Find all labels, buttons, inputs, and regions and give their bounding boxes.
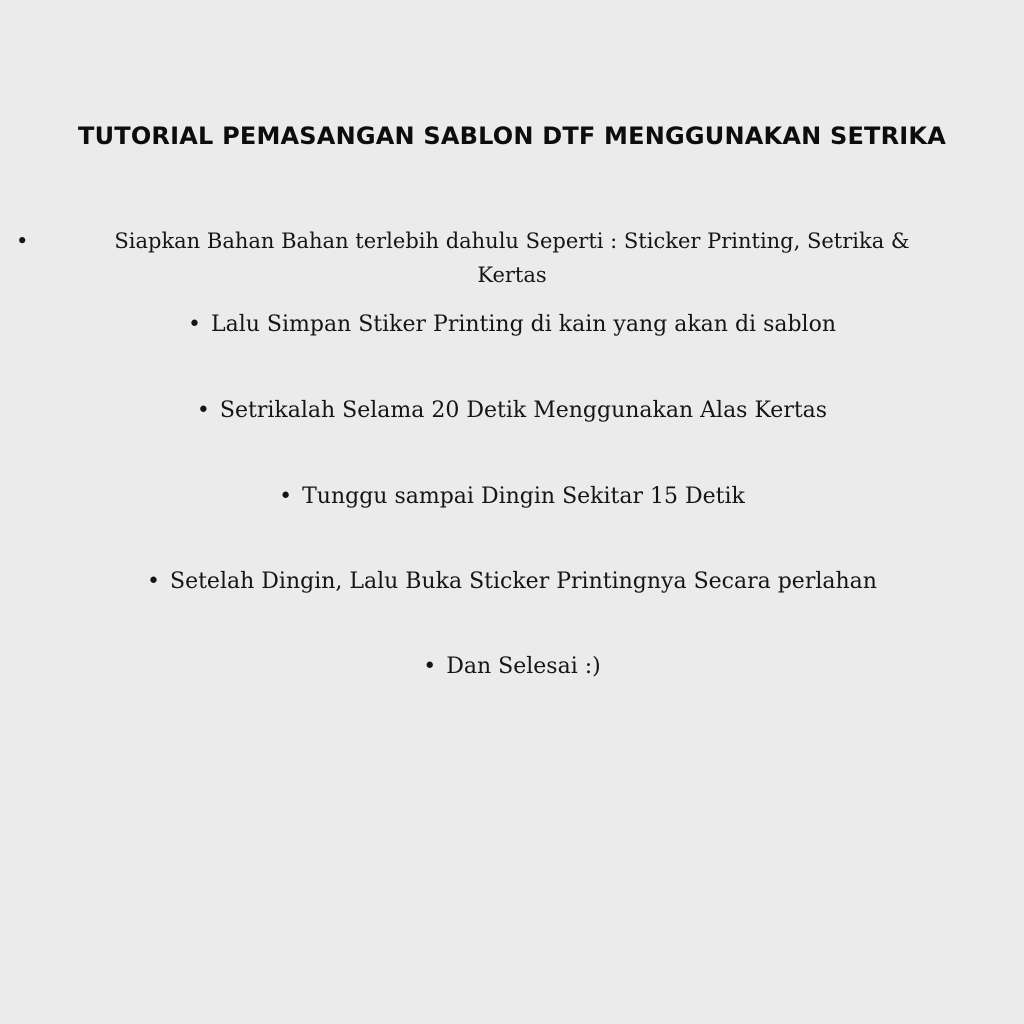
bullet-icon: • — [147, 569, 160, 594]
list-item-iron — [0, 394, 1024, 428]
list-item-peel-sticker — [0, 565, 1024, 599]
list-item-text-continuation: Kertas — [477, 263, 547, 287]
list-item-text: Setelah Dingin, Lalu Buka Sticker Printingnya Secara perlahan — [170, 569, 877, 594]
page-title: TUTORIAL PEMASANGAN SABLON DTF MENGGUNAKAN SETRIKA — [78, 122, 946, 150]
list-item-done — [0, 650, 1024, 684]
list-item-text: Setrikalah Selama 20 Detik Menggunakan Alas Kertas — [219, 398, 828, 423]
list-item-text: Tunggu sampai Dingin Sekitar 15 Detik — [302, 484, 745, 509]
list-item-place-sticker — [0, 308, 1024, 342]
list-item-text: Siapkan Bahan Bahan terlebih dahulu Seperti : Sticker Printing, Setrika & — [114, 229, 910, 253]
list-item-wait-cool — [0, 480, 1024, 514]
bullet-icon: • — [187, 312, 201, 337]
list-item-text: Dan Selesai :) — [446, 654, 601, 679]
bullet-icon: • — [196, 398, 210, 423]
bullet-icon: • — [16, 229, 29, 253]
bullet-icon: • — [423, 654, 437, 679]
list-item-text: Lalu Simpan Stiker Printing di kain yang akan di sablon — [210, 312, 837, 337]
list-item-prepare-materials — [0, 224, 1024, 292]
bullet-icon: • — [279, 484, 293, 509]
